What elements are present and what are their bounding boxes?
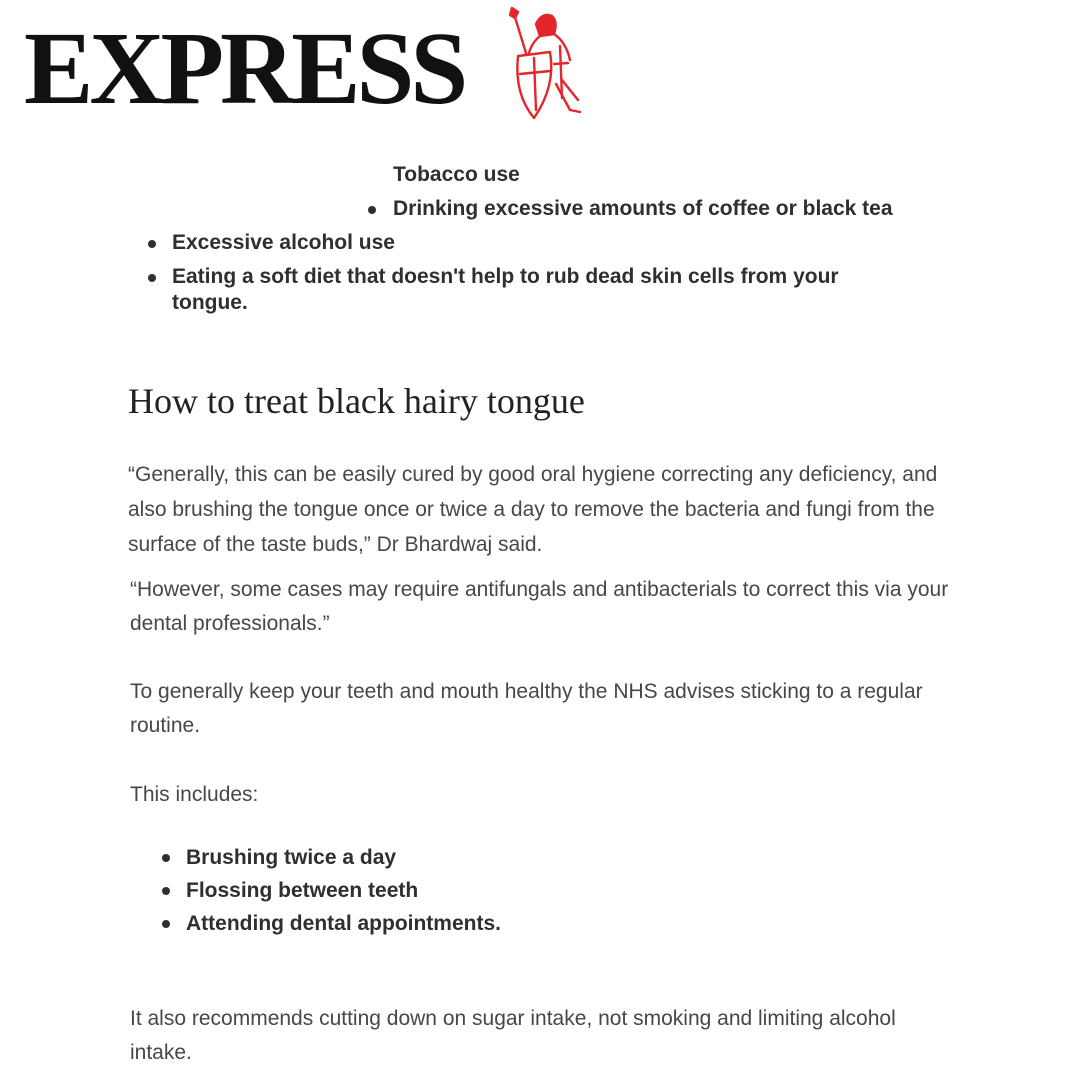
paragraph-quote-1: “Generally, this can be easily cured by good oral hygiene correcting any deficiency, and also brushing the tongue once or twice a day to remove the bacteria and fungi from the surface of the taste buds,” Dr Bhardwaj said. <box>128 463 938 556</box>
list-item-flossing: Flossing between teeth <box>186 879 419 902</box>
list-item-alcohol: Excessive alcohol use <box>172 231 395 254</box>
list-item-coffee: Drinking excessive amounts of coffee or black tea <box>393 197 893 220</box>
paragraph-quote-2: “However, some cases may require antifungals and antibacterials to correct this via your dental professionals.” <box>130 578 949 635</box>
paragraph-includes: This includes: <box>130 783 259 806</box>
bullet-icon <box>162 887 170 895</box>
express-wordmark[interactable]: EXPRESS <box>24 11 465 126</box>
bullet-icon <box>162 920 170 928</box>
list-item-soft-diet: Eating a soft diet that doesn't help to rub dead skin cells from your <box>172 265 839 288</box>
section-heading: How to treat black hairy tongue <box>128 381 585 421</box>
paragraph-recommendations: It also recommends cutting down on sugar intake, not smoking and limiting alcohol intake. <box>130 1007 896 1064</box>
bullet-icon <box>148 240 156 248</box>
list-item-brushing: Brushing twice a day <box>186 846 397 869</box>
bullet-icon <box>368 206 376 214</box>
bullet-icon <box>148 274 156 282</box>
paragraph-nhs-advice: To generally keep your teeth and mouth healthy the NHS advises sticking to a regular routine. <box>130 680 923 737</box>
list-item-appointments: Attending dental appointments. <box>186 912 501 935</box>
list-item-soft-diet-cont: tongue. <box>172 291 248 314</box>
list-item-tobacco: Tobacco use <box>393 163 520 186</box>
bullet-icon <box>162 854 170 862</box>
